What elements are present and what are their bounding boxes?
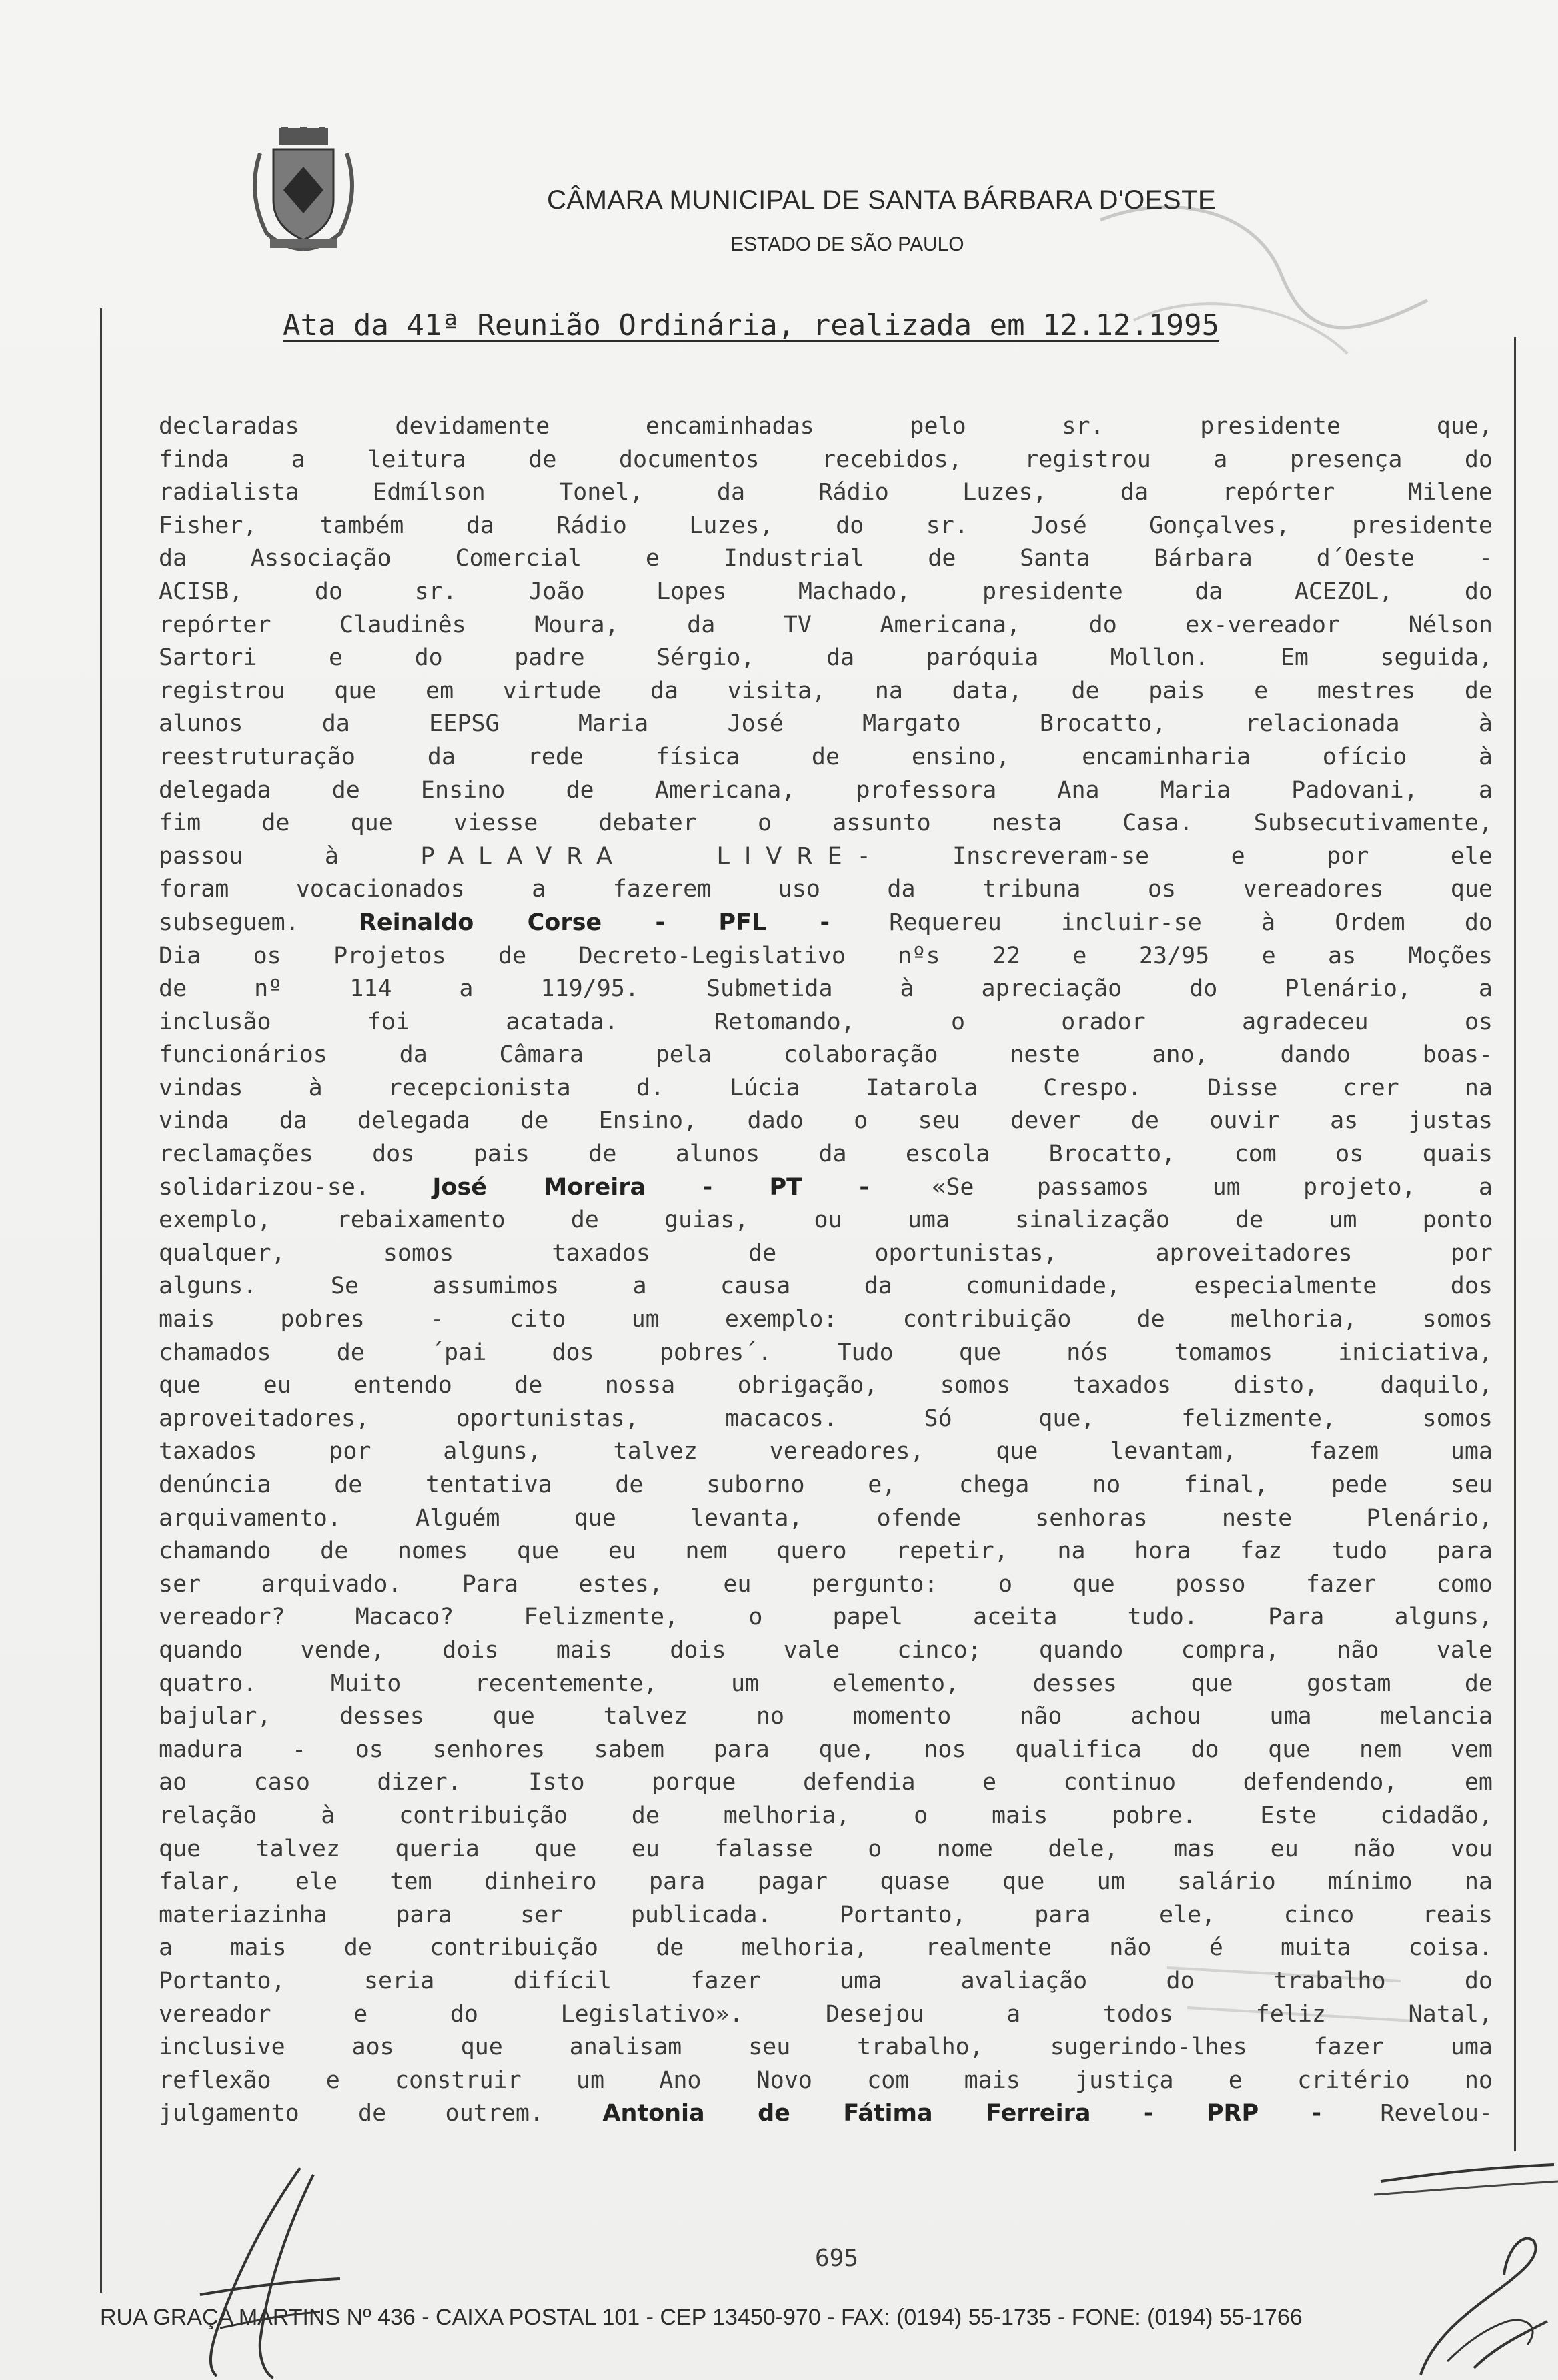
text-fragment: mais pobres - cito um exemplo: contribuição de melhoria, somos bbox=[159, 1306, 1493, 1333]
text-line bbox=[159, 576, 1493, 609]
text-line bbox=[159, 774, 1493, 808]
minutes-body bbox=[159, 410, 1493, 2131]
text-fragment: Requereu incluir-se à Ordem do bbox=[830, 909, 1493, 936]
text-fragment: alguns. Se assumimos a causa da comunidade, especialmente dos bbox=[159, 1273, 1493, 1300]
text-fragment: repórter Claudinês Moura, da TV Americana, do ex-vereador Nélson bbox=[159, 611, 1493, 638]
text-line bbox=[159, 2064, 1493, 2098]
text-fragment: quatro. Muito recentemente, um elemento, desses que gostam de bbox=[159, 1670, 1493, 1697]
text-line bbox=[159, 1105, 1493, 1138]
speaker-name: Reinaldo Corse - PFL - bbox=[358, 909, 830, 936]
text-fragment: subseguem. bbox=[159, 909, 359, 936]
text-line bbox=[159, 873, 1493, 907]
text-line bbox=[159, 1601, 1493, 1634]
text-fragment: madura - os senhores sabem para que, nos qualifica do que nem vem bbox=[159, 1736, 1493, 1763]
text-line bbox=[159, 2097, 1493, 2131]
text-fragment: Portanto, seria difícil fazer uma avaliação do trabalho do bbox=[159, 1967, 1493, 1994]
text-line bbox=[159, 741, 1493, 774]
text-line bbox=[159, 1337, 1493, 1370]
text-line bbox=[159, 1171, 1493, 1205]
text-line bbox=[159, 642, 1493, 675]
text-line bbox=[159, 1932, 1493, 1965]
text-line bbox=[159, 907, 1493, 940]
text-fragment: reflexão e construir um Ano Novo com mais justiça e critério no bbox=[159, 2066, 1493, 2094]
text-fragment: solidarizou-se. bbox=[159, 1173, 433, 1201]
text-fragment: que eu entendo de nossa obrigação, somos taxados disto, daquilo, bbox=[159, 1372, 1493, 1399]
text-fragment: funcionários da Câmara pela colaboração neste ano, dando boas- bbox=[159, 1041, 1493, 1069]
text-line bbox=[159, 542, 1493, 576]
text-fragment: relação à contribuição de melhoria, o mais pobre. Este cidadão, bbox=[159, 1802, 1493, 1829]
speaker-name: Antonia de Fátima Ferreira - PRP - bbox=[602, 2100, 1322, 2127]
text-fragment: reestruturação da rede física de ensino, encaminharia ofício à bbox=[159, 743, 1493, 770]
text-line bbox=[159, 1634, 1493, 1668]
text-fragment: taxados por alguns, talvez vereadores, que levantam, fazem uma bbox=[159, 1438, 1493, 1465]
signature-left bbox=[180, 2161, 353, 2380]
text-fragment: que talvez queria que eu falasse o nome dele, mas eu não vou bbox=[159, 1835, 1493, 1862]
text-line bbox=[159, 1568, 1493, 1602]
text-line bbox=[159, 1866, 1493, 1899]
signature-right bbox=[1374, 2161, 1558, 2380]
text-line bbox=[159, 840, 1493, 874]
text-fragment: reclamações dos pais de alunos da escola Brocatto, com os quais bbox=[159, 1141, 1493, 1168]
page-number: 695 bbox=[815, 2245, 859, 2272]
text-fragment: falar, ele tem dinheiro para pagar quase que um salário mínimo na bbox=[159, 1868, 1493, 1896]
right-margin-line bbox=[1514, 337, 1516, 2151]
text-fragment: - Inscreveram-se e por ele bbox=[856, 842, 1493, 870]
section-heading: PALAVRA LIVRE bbox=[420, 842, 857, 870]
text-line bbox=[159, 1668, 1493, 1701]
text-line bbox=[159, 973, 1493, 1006]
text-fragment: finda a leitura de documentos recebidos, registrou a presença do bbox=[159, 446, 1493, 473]
text-fragment: da Associação Comercial e Industrial de Santa Bárbara d´Oeste - bbox=[159, 545, 1493, 572]
text-line bbox=[159, 675, 1493, 708]
text-fragment: declaradas devidamente encaminhadas pelo sr. presidente que, bbox=[159, 413, 1493, 440]
text-fragment: de nº 114 a 119/95. Submetida à apreciação do Plenário, a bbox=[159, 975, 1493, 1003]
text-line bbox=[159, 1535, 1493, 1568]
text-fragment: vereador? Macaco? Felizmente, o papel aceita tudo. Para alguns, bbox=[159, 1604, 1493, 1631]
text-fragment: «Se passamos um projeto, a bbox=[868, 1173, 1493, 1201]
text-line bbox=[159, 1039, 1493, 1072]
text-fragment: Sartori e do padre Sérgio, da paróquia Mollon. Em seguida, bbox=[159, 644, 1493, 672]
minutes-title: Ata da 41ª Reunião Ordinária, realizada em 12.12.1995 bbox=[283, 308, 1219, 342]
coat-of-arms-icon bbox=[247, 127, 360, 253]
institution-name: CÂMARA MUNICIPAL DE SANTA BÁRBARA D'OESTE bbox=[547, 185, 1217, 215]
text-fragment: alunos da EEPSG Maria José Margato Brocatto, relacionada à bbox=[159, 710, 1493, 738]
text-fragment: vereador e do Legislativo». Desejou a todos feliz Natal, bbox=[159, 2000, 1493, 2028]
text-fragment: fim de que viesse debater o assunto nesta Casa. Subsecutivamente, bbox=[159, 810, 1493, 837]
text-line bbox=[159, 1138, 1493, 1171]
text-line bbox=[159, 1237, 1493, 1271]
text-fragment: passou à bbox=[159, 842, 421, 870]
text-line bbox=[159, 1734, 1493, 1767]
text-fragment: aproveitadores, oportunistas, macacos. Só que, felizmente, somos bbox=[159, 1405, 1493, 1432]
text-line bbox=[159, 1403, 1493, 1436]
text-line bbox=[159, 609, 1493, 642]
text-line bbox=[159, 1899, 1493, 1932]
text-line bbox=[159, 1006, 1493, 1039]
text-fragment: delegada de Ensino de Americana, professora Ana Maria Padovani, a bbox=[159, 776, 1493, 804]
text-fragment: denúncia de tentativa de suborno e, chega no final, pede seu bbox=[159, 1471, 1493, 1498]
text-line bbox=[159, 940, 1493, 973]
text-line bbox=[159, 1800, 1493, 1833]
speaker-name: José Moreira - PT - bbox=[432, 1173, 869, 1201]
text-line bbox=[159, 708, 1493, 741]
text-line bbox=[159, 807, 1493, 840]
text-line bbox=[159, 476, 1493, 510]
text-fragment: registrou que em virtude da visita, na data, de pais e mestres de bbox=[159, 677, 1493, 704]
text-fragment: a mais de contribuição de melhoria, realmente não é muita coisa. bbox=[159, 1934, 1493, 1962]
text-line bbox=[159, 1998, 1493, 2032]
text-fragment: Revelou- bbox=[1321, 2100, 1493, 2127]
state-name: ESTADO DE SÃO PAULO bbox=[730, 233, 964, 255]
text-fragment: exemplo, rebaixamento de guias, ou uma sinalização de um ponto bbox=[159, 1207, 1493, 1234]
text-line bbox=[159, 1469, 1493, 1502]
text-fragment: julgamento de outrem. bbox=[159, 2100, 603, 2127]
text-fragment: Fisher, também da Rádio Luzes, do sr. José Gonçalves, presidente bbox=[159, 512, 1493, 539]
text-fragment: foram vocacionados a fazerem uso da tribuna os vereadores que bbox=[159, 876, 1493, 903]
text-line bbox=[159, 1766, 1493, 1800]
footer-address: RUA GRAÇA MARTINS Nº 436 - CAIXA POSTAL 101 - CEP 13450-970 - FAX: (0194) 55-1735 - FONE: (0194) 55-1766 bbox=[100, 2305, 1303, 2330]
text-fragment: ACISB, do sr. João Lopes Machado, presidente da ACEZOL, do bbox=[159, 578, 1493, 605]
text-fragment: inclusive aos que analisam seu trabalho, sugerindo-lhes fazer uma bbox=[159, 2034, 1493, 2061]
text-line bbox=[159, 1369, 1493, 1403]
text-line bbox=[159, 444, 1493, 477]
text-line bbox=[159, 1502, 1493, 1536]
text-line bbox=[159, 510, 1493, 543]
text-line bbox=[159, 410, 1493, 444]
text-fragment: chamando de nomes que eu nem quero repetir, na hora faz tudo para bbox=[159, 1538, 1493, 1565]
text-line bbox=[159, 1072, 1493, 1105]
text-fragment: quando vende, dois mais dois vale cinco; quando compra, não vale bbox=[159, 1636, 1493, 1664]
text-fragment: ao caso dizer. Isto porque defendia e continuo defendendo, em bbox=[159, 1769, 1493, 1796]
text-fragment: ser arquivado. Para estes, eu pergunto: o que posso fazer como bbox=[159, 1570, 1493, 1598]
text-fragment: chamados de ´pai dos pobres´. Tudo que nós tomamos iniciativa, bbox=[159, 1339, 1493, 1366]
left-margin-line bbox=[100, 308, 102, 2293]
text-fragment: bajular, desses que talvez no momento não achou uma melancia bbox=[159, 1703, 1493, 1730]
text-line bbox=[159, 1303, 1493, 1337]
text-line bbox=[159, 1700, 1493, 1734]
text-line bbox=[159, 1270, 1493, 1303]
text-fragment: inclusão foi acatada. Retomando, o orador agradeceu os bbox=[159, 1008, 1493, 1035]
text-line bbox=[159, 1833, 1493, 1866]
text-fragment: radialista Edmílson Tonel, da Rádio Luzes, da repórter Milene bbox=[159, 479, 1493, 506]
text-fragment: qualquer, somos taxados de oportunistas, aproveitadores por bbox=[159, 1239, 1493, 1267]
text-fragment: Dia os Projetos de Decreto-Legislativo nºs 22 e 23/95 e as Moções bbox=[159, 942, 1493, 969]
text-line bbox=[159, 1204, 1493, 1237]
text-line bbox=[159, 2031, 1493, 2064]
text-line bbox=[159, 1965, 1493, 1998]
text-fragment: arquivamento. Alguém que levanta, ofende senhoras neste Plenário, bbox=[159, 1504, 1493, 1532]
text-fragment: vinda da delegada de Ensino, dado o seu dever de ouvir as justas bbox=[159, 1107, 1493, 1135]
text-fragment: materiazinha para ser publicada. Portanto, para ele, cinco reais bbox=[159, 1901, 1493, 1928]
text-fragment: vindas à recepcionista d. Lúcia Iatarola Crespo. Disse crer na bbox=[159, 1074, 1493, 1101]
text-line bbox=[159, 1435, 1493, 1469]
